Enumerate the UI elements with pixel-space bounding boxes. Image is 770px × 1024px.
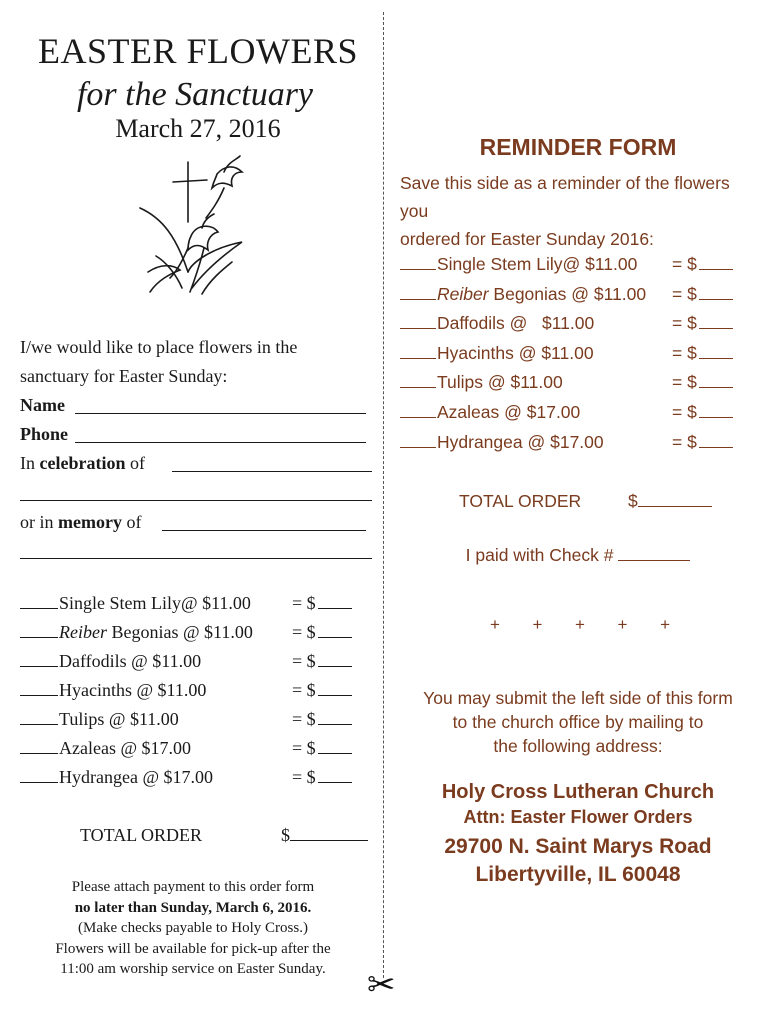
- quantity-blank[interactable]: [20, 782, 58, 783]
- equals-sign: = $: [292, 738, 316, 758]
- note-line-1: Please attach payment to this order form: [71, 879, 315, 895]
- reminder-total-label: TOTAL ORDER: [459, 491, 582, 511]
- celebration-bold: celebration: [39, 453, 126, 473]
- reminder-row-daffodils: [400, 313, 740, 335]
- memory-field[interactable]: [162, 530, 366, 531]
- quantity-blank[interactable]: [400, 417, 436, 418]
- quantity-blank[interactable]: [20, 608, 58, 609]
- cut-line: [383, 12, 384, 978]
- memory-suffix: of: [126, 512, 142, 532]
- reminder-total-dollar-sign: $: [628, 491, 638, 511]
- memory-label: [20, 512, 141, 533]
- item-label: Azaleas @ $17.00: [59, 738, 192, 758]
- order-row-begonias: [20, 622, 366, 644]
- desc-line-2: ordered for Easter Sunday 2016:: [400, 229, 654, 249]
- quantity-blank[interactable]: [400, 328, 436, 329]
- equals-sign: = $: [292, 593, 316, 613]
- quantity-blank[interactable]: [20, 666, 58, 667]
- item-label: Hydrangea @ $17.00: [59, 767, 214, 787]
- equals-sign: = $: [672, 313, 697, 333]
- equals-sign: = $: [672, 343, 697, 363]
- plus-separator: [490, 615, 670, 635]
- amount-field[interactable]: [292, 767, 352, 788]
- address-city: Libertyville, IL 60048: [475, 863, 681, 886]
- equals-sign: = $: [672, 284, 697, 304]
- equals-sign: = $: [672, 432, 697, 452]
- celebration-field[interactable]: [172, 471, 372, 472]
- reminder-row-hyacinths: [400, 343, 740, 365]
- check-number-field[interactable]: [400, 545, 756, 566]
- equals-sign: = $: [292, 622, 316, 642]
- plus-mark: +: [617, 615, 628, 634]
- amount-field[interactable]: [292, 651, 352, 672]
- address-attn: Attn: Easter Flower Orders: [463, 807, 693, 827]
- equals-sign: = $: [292, 767, 316, 787]
- event-date: March 27, 2016: [115, 114, 281, 143]
- amount-field[interactable]: [672, 372, 733, 393]
- amount-field[interactable]: [292, 738, 352, 759]
- item-label: Single Stem Lily@ $11.00: [59, 593, 251, 613]
- phone-label: Phone: [20, 424, 69, 444]
- equals-sign: = $: [292, 680, 316, 700]
- item-label: Daffodils @ $11.00: [59, 651, 202, 671]
- celebration-label: [20, 453, 145, 474]
- memory-field-line-2[interactable]: [20, 558, 372, 559]
- note-line-4: Flowers will be available for pick-up after the: [55, 940, 331, 957]
- note-line-3: (Make checks payable to Holy Cross.): [78, 920, 308, 936]
- total-order-field[interactable]: [281, 825, 368, 846]
- submit-instructions: [400, 686, 756, 758]
- amount-field[interactable]: [672, 432, 733, 453]
- mailing-address: [400, 780, 756, 887]
- quantity-blank[interactable]: [400, 447, 436, 448]
- total-dollar-sign: $: [281, 825, 290, 845]
- item-label: Tulips @ $11.00: [437, 372, 563, 392]
- amount-field[interactable]: [672, 313, 733, 334]
- celebration-field-line-2[interactable]: [20, 500, 372, 501]
- amount-field[interactable]: [292, 709, 352, 730]
- order-row-tulips: [20, 709, 366, 731]
- amount-field[interactable]: [672, 402, 733, 423]
- order-row-hyacinths: [20, 680, 366, 702]
- order-row-lily: [20, 593, 366, 615]
- celebration-prefix: In: [20, 453, 35, 473]
- name-field[interactable]: [75, 413, 366, 414]
- item-label: Hydrangea @ $17.00: [437, 432, 604, 452]
- submit-line-3: the following address:: [493, 736, 663, 756]
- plus-mark: +: [490, 615, 500, 634]
- reminder-row-tulips: [400, 372, 740, 394]
- celebration-suffix: of: [129, 453, 145, 473]
- name-label: Name: [20, 395, 65, 415]
- item-label-italic: Reiber: [59, 622, 107, 642]
- address-street: 29700 N. Saint Marys Road: [444, 835, 712, 858]
- reminder-row-begonias: [400, 284, 740, 306]
- submit-line-2: to the church office by mailing to: [452, 712, 704, 732]
- item-label: Tulips @ $11.00: [59, 709, 179, 729]
- scissors-icon: ✂: [367, 967, 396, 1004]
- phone-field[interactable]: [75, 442, 366, 443]
- amount-field[interactable]: [672, 284, 733, 305]
- item-label: Daffodils @ $11.00: [437, 313, 595, 333]
- plus-mark: +: [660, 615, 670, 634]
- payment-note: [20, 877, 366, 980]
- equals-sign: = $: [292, 709, 316, 729]
- lily-cross-illustration-icon: [132, 152, 262, 300]
- note-line-5: 11:00 am worship service on Easter Sunday.: [60, 961, 326, 977]
- plus-mark: +: [532, 615, 543, 634]
- reminder-row-hydrangea: [400, 432, 740, 454]
- plus-mark: +: [575, 615, 585, 634]
- item-label: Begonias @ $11.00: [106, 622, 253, 642]
- quantity-blank[interactable]: [400, 387, 436, 388]
- memory-bold: memory: [58, 512, 122, 532]
- quantity-blank[interactable]: [20, 637, 58, 638]
- equals-sign: = $: [672, 254, 697, 274]
- quantity-blank[interactable]: [20, 695, 58, 696]
- note-deadline: no later than Sunday, March 6, 2016.: [74, 899, 312, 916]
- amount-field[interactable]: [292, 593, 352, 614]
- quantity-blank[interactable]: [400, 299, 436, 300]
- amount-field[interactable]: [672, 343, 733, 364]
- desc-line-1: Save this side as a reminder of the flowers you: [400, 173, 730, 221]
- reminder-title: REMINDER FORM: [479, 134, 677, 160]
- equals-sign: = $: [672, 402, 697, 422]
- page-title: EASTER FLOWERS: [37, 31, 358, 71]
- check-number-label: I paid with Check #: [465, 545, 614, 565]
- item-label: Begonias @ $11.00: [488, 284, 647, 304]
- item-label: Azaleas @ $17.00: [437, 402, 581, 422]
- intro-line-2: sanctuary for Easter Sunday:: [20, 366, 228, 386]
- order-row-daffodils: [20, 651, 366, 673]
- equals-sign: = $: [292, 651, 316, 671]
- total-order-label: TOTAL ORDER: [80, 825, 203, 845]
- church-name: Holy Cross Lutheran Church: [441, 781, 715, 803]
- reminder-description: [400, 169, 756, 253]
- amount-field[interactable]: [292, 680, 352, 701]
- order-row-azaleas: [20, 738, 366, 760]
- item-label-italic: Reiber: [437, 284, 489, 304]
- item-label: Single Stem Lily@ $11.00: [437, 254, 638, 274]
- amount-field[interactable]: [292, 622, 352, 643]
- equals-sign: = $: [672, 372, 697, 392]
- order-row-hydrangea: [20, 767, 366, 789]
- submit-line-1: You may submit the left side of this form: [423, 688, 733, 708]
- item-label: Hyacinths @ $11.00: [437, 343, 594, 363]
- reminder-row-lily: [400, 254, 740, 276]
- intro-line-1: I/we would like to place flowers in the: [20, 337, 298, 357]
- item-label: Hyacinths @ $11.00: [59, 680, 207, 700]
- page-subtitle: for the Sanctuary: [76, 76, 314, 113]
- quantity-blank[interactable]: [400, 358, 436, 359]
- reminder-total-field[interactable]: [628, 491, 712, 512]
- quantity-blank[interactable]: [20, 724, 58, 725]
- quantity-blank[interactable]: [400, 269, 436, 270]
- amount-field[interactable]: [672, 254, 733, 275]
- quantity-blank[interactable]: [20, 753, 58, 754]
- memory-prefix: or in: [20, 512, 54, 532]
- reminder-row-azaleas: [400, 402, 740, 424]
